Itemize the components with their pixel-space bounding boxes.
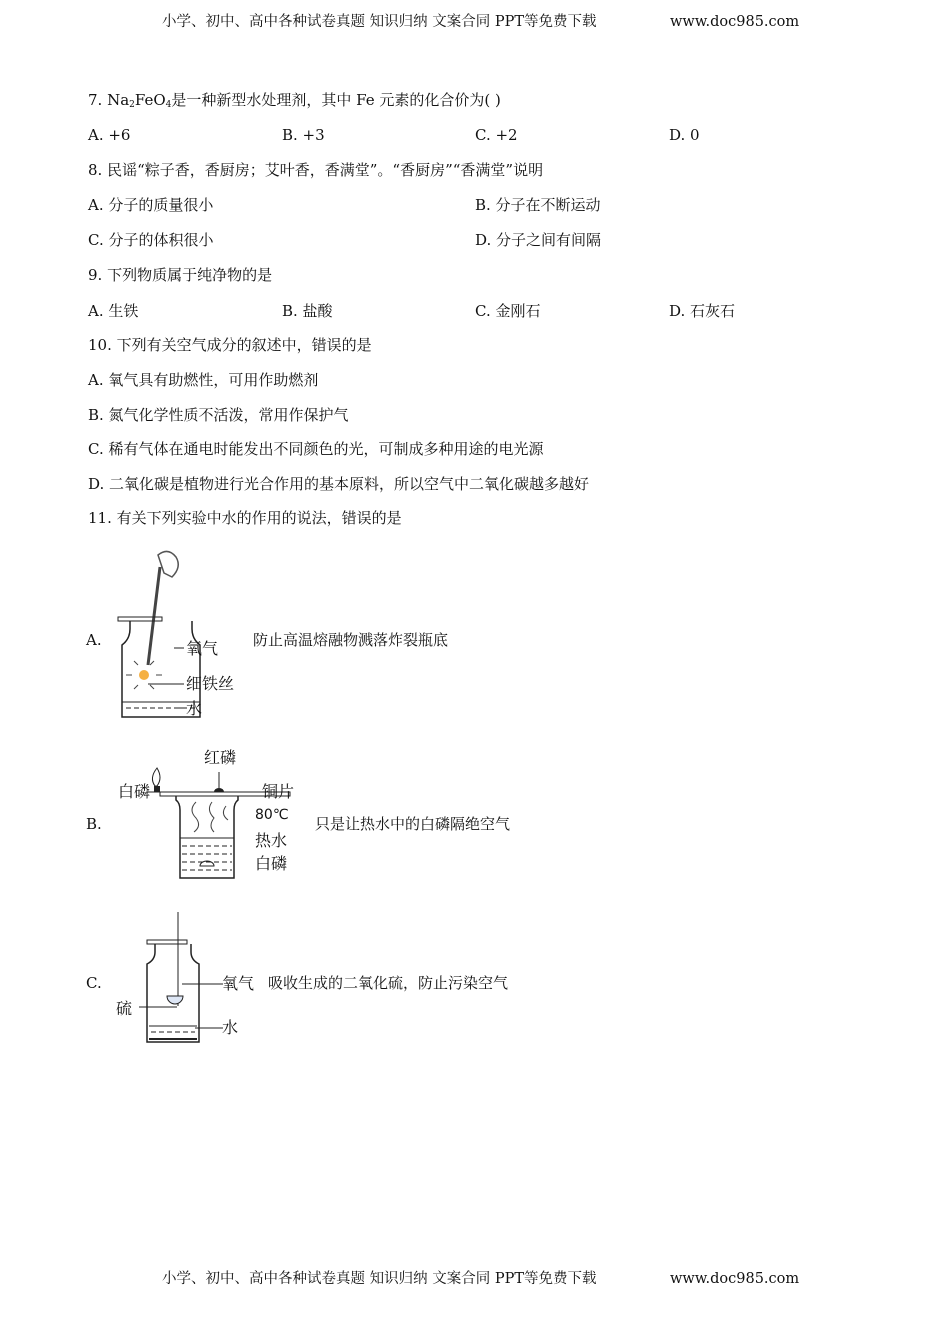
q10-option-b: B. 氮气化学性质不活泼，常用作保护气 [88, 406, 349, 424]
header-text: 小学、初中、高中各种试卷真题 知识归纳 文案合同 PPT等免费下载 [162, 14, 597, 30]
q11-a-text: 防止高温熔融物溅落炸裂瓶底 [253, 631, 449, 649]
label-water-c: 水 [222, 1018, 239, 1037]
q9-stem: 9. 下列物质属于纯净物的是 [88, 266, 273, 284]
q11-c-text: 吸收生成的二氧化硫，防止污染空气 [268, 974, 509, 992]
q10-option-a: A. 氧气具有助燃性，可用作助燃剂 [88, 371, 319, 389]
q7-option-d: D. 0 [669, 126, 700, 144]
label-sulfur: 硫 [116, 999, 133, 1018]
iron-wire-combustion-diagram [118, 545, 248, 725]
q11-b-text: 只是让热水中的白磷隔绝空气 [315, 815, 511, 833]
q8-option-c: C. 分子的体积很小 [88, 231, 214, 249]
q9-option-b: B. 盐酸 [282, 302, 333, 320]
q10-stem: 10. 下列有关空气成分的叙述中，错误的是 [88, 336, 372, 354]
label-oxygen-c: 氧气 [222, 974, 255, 993]
q9-option-c: C. 金刚石 [475, 302, 541, 320]
q9-option-a: A. 生铁 [88, 302, 139, 320]
q10-option-c: C. 稀有气体在通电时能发出不同颜色的光，可制成多种用途的电光源 [88, 440, 544, 458]
q11-stem: 11. 有关下列实验中水的作用的说法，错误的是 [88, 509, 402, 527]
label-water: 水 [186, 699, 203, 718]
label-iron-wire: 细铁丝 [186, 674, 235, 693]
q10-option-d: D. 二氧化碳是植物进行光合作用的基本原料，所以空气中二氧化碳越多越好 [88, 475, 590, 493]
header-site-link[interactable]: www.doc985.com [670, 14, 800, 30]
label-copper-sheet: 铜片 [262, 782, 295, 801]
q7-option-c: C. +2 [475, 126, 518, 144]
q9-option-d: D. 石灰石 [669, 302, 736, 320]
q11-a-letter: A. [86, 631, 102, 649]
footer-site-link[interactable]: www.doc985.com [670, 1271, 800, 1287]
q11-b-letter: B. [86, 815, 102, 833]
q8-option-d: D. 分子之间有间隔 [475, 231, 602, 249]
q7-option-b: B. +3 [282, 126, 325, 144]
label-white-phosphorus-top: 白磷 [118, 782, 151, 801]
q8-stem: 8. 民谣“粽子香，香厨房；艾叶香，香满堂”。“香厨房”“香满堂”说明 [88, 161, 544, 179]
q7-stem: 7. $Na_2FeO_4$是一种新型水处理剂，其中 Fe 元素的化合价为( ) [88, 91, 501, 110]
q8-option-a: A. 分子的质量很小 [88, 196, 214, 214]
label-hot-water: 热水 [255, 831, 288, 850]
q8-option-b: B. 分子在不断运动 [475, 196, 601, 214]
label-temperature: 80℃ [255, 807, 289, 823]
footer-text: 小学、初中、高中各种试卷真题 知识归纳 文案合同 PPT等免费下载 [162, 1271, 597, 1287]
label-red-phosphorus: 红磷 [204, 748, 237, 767]
q11-c-letter: C. [86, 974, 102, 992]
q7-option-a: A. +6 [88, 126, 131, 144]
label-white-phosphorus-bottom: 白磷 [255, 854, 288, 873]
label-oxygen: 氧气 [186, 639, 219, 658]
